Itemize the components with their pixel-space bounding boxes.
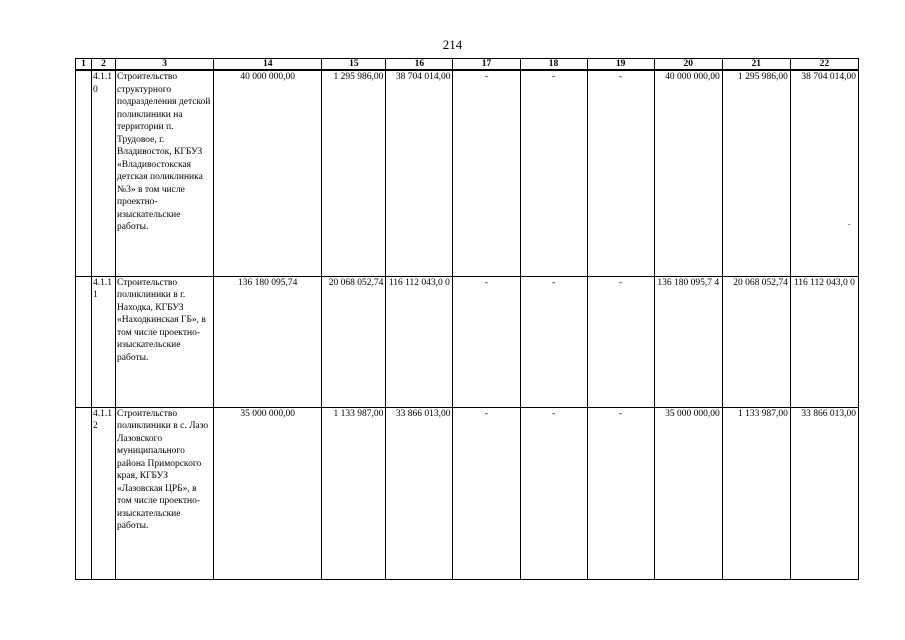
cell-col-15: 1 133 987,00 [322, 407, 386, 579]
table-row [76, 276, 859, 407]
cell-col-17: - [453, 70, 520, 276]
cell-col-18: - [520, 70, 587, 276]
table-row [76, 407, 859, 579]
cell-col-17: - [453, 276, 520, 407]
cell-col-14: 40 000 000,00 [214, 70, 322, 276]
cell-col-16: 33 866 013,00 [386, 407, 453, 579]
header-col-21: 21 [722, 59, 790, 71]
cell-col-1 [76, 276, 92, 407]
cell-col-15: 20 068 052,74 [322, 276, 386, 407]
cell-code: 4.1.1 2 [92, 407, 116, 579]
cell-col-21: 1 133 987,00 [722, 407, 790, 579]
header-col-16: 16 [386, 59, 453, 71]
cell-col-22: 38 704 014,00 [790, 70, 858, 276]
cell-col-21: 20 068 052,74 [722, 276, 790, 407]
cell-col-19: - [587, 70, 654, 276]
cell-col-15: 1 295 986,00 [322, 70, 386, 276]
cell-col-14: 136 180 095,74 [214, 276, 322, 407]
page-number: 214 [442, 37, 463, 52]
cell-col-17: - [453, 407, 520, 579]
header-col-22: 22 [790, 59, 858, 71]
header-col-14: 14 [214, 59, 322, 71]
edge-mark: . [848, 217, 851, 227]
cell-name: Строительство структурного подразделения детской поликлиники на территории п. Трудовое, г. Владивосток, КГБУЗ «Владивостокская детская поликлиника №3» в том числе проектно-изыскательские работы. [116, 70, 214, 276]
cell-col-22: 116 112 043,0 0 [790, 276, 858, 407]
table-row [76, 70, 859, 276]
cell-col-21: 1 295 986,00 [722, 70, 790, 276]
cell-name: Строительство поликлиники в г. Находка, КГБУЗ «Находкинская ГБ», в том числе проектно-изыскательские работы. [116, 276, 214, 407]
header-col-20: 20 [654, 59, 722, 71]
cell-col-14: 35 000 000,00 [214, 407, 322, 579]
cell-col-20: 136 180 095,7 4 [654, 276, 722, 407]
cell-col-16: 116 112 043,0 0 [386, 276, 453, 407]
header-col-17: 17 [453, 59, 520, 71]
cell-col-1 [76, 70, 92, 276]
cell-code: 4.1.1 1 [92, 276, 116, 407]
cell-code: 4.1.1 0 [92, 70, 116, 276]
cell-col-16: 38 704 014,00 [386, 70, 453, 276]
cell-col-20: 35 000 000,00 [654, 407, 722, 579]
cell-name: Строительство поликлиники в с. Лазо Лазовского муниципального района Приморского края, КГБУЗ «Лазовская ЦРБ», в том числе проектно-изыскательские работы. [116, 407, 214, 579]
header-col-3: 3 [116, 59, 214, 71]
header-col-1: 1 [76, 59, 92, 71]
header-col-18: 18 [520, 59, 587, 71]
header-col-19: 19 [587, 59, 654, 71]
cell-col-20: 40 000 000,00 [654, 70, 722, 276]
budget-table [75, 58, 859, 580]
header-row [76, 59, 859, 71]
header-col-15: 15 [322, 59, 386, 71]
cell-col-1 [76, 407, 92, 579]
cell-col-22: 33 866 013,00 [790, 407, 858, 579]
header-col-2: 2 [92, 59, 116, 71]
cell-col-18: - [520, 276, 587, 407]
cell-col-19: - [587, 407, 654, 579]
cell-col-19: - [587, 276, 654, 407]
cell-col-18: - [520, 407, 587, 579]
